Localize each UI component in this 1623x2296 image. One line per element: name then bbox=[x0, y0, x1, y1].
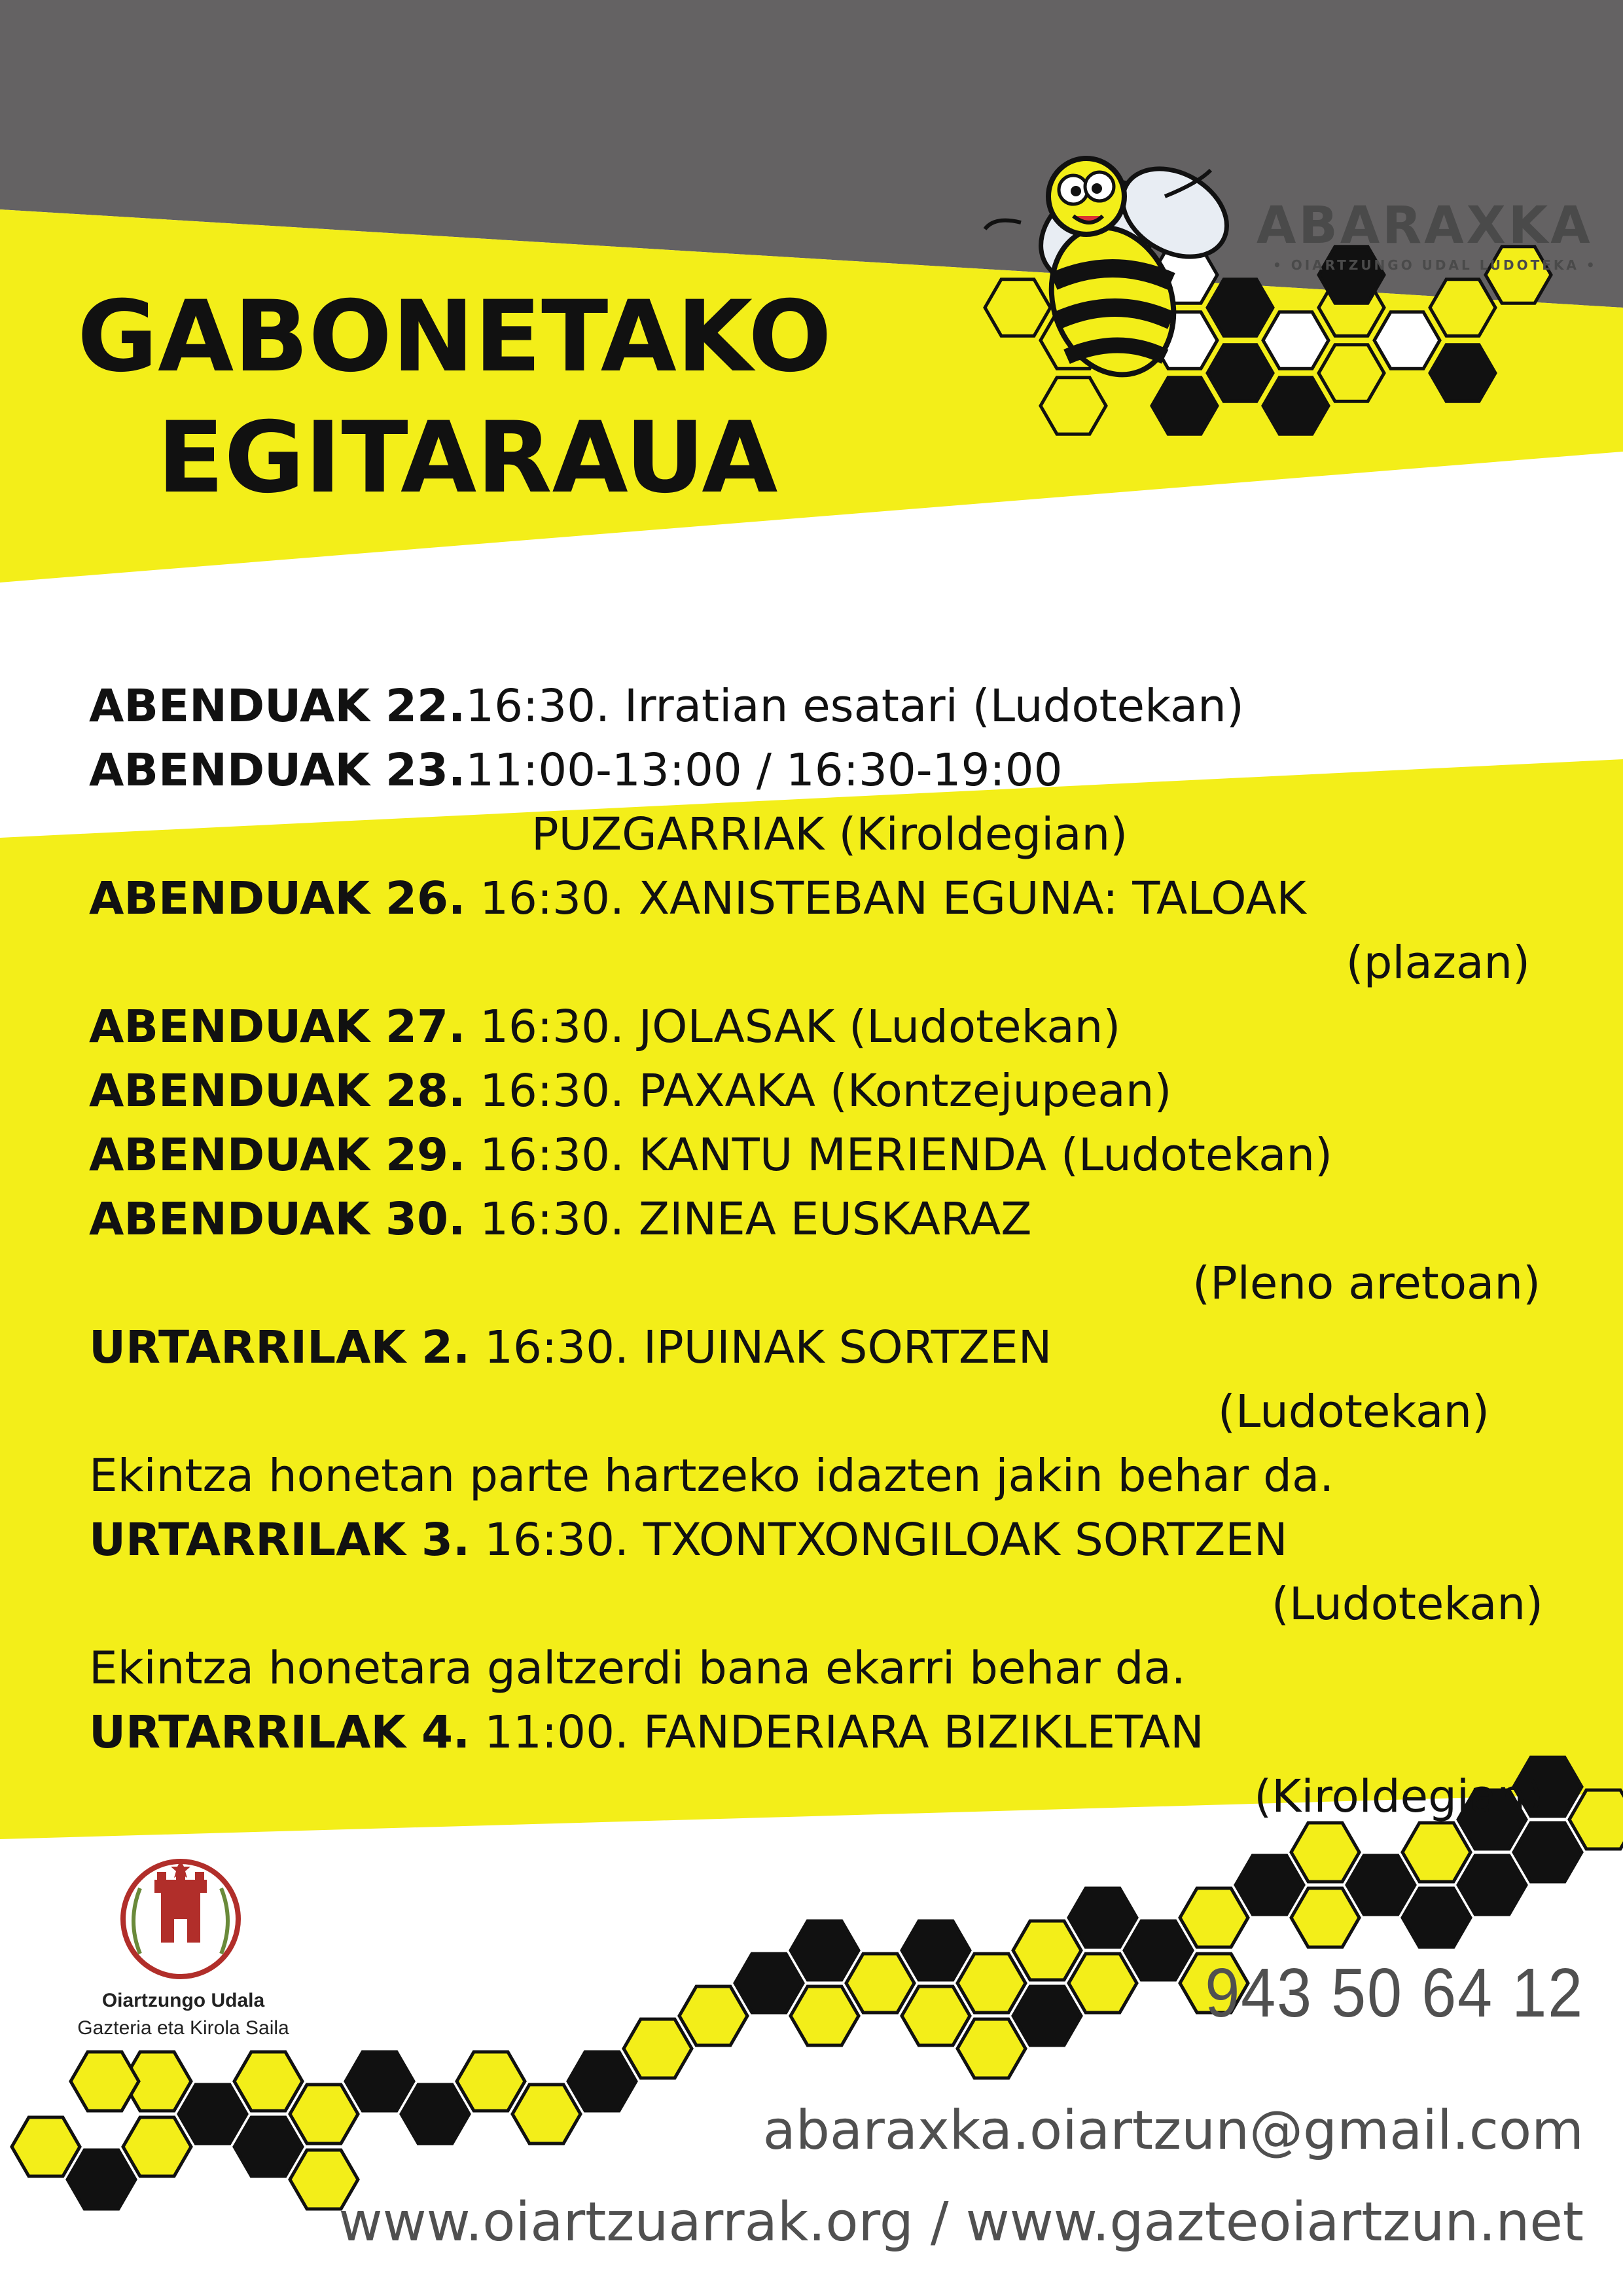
honeycomb-cell bbox=[1152, 378, 1217, 435]
honeycomb-cell bbox=[67, 2150, 135, 2209]
program-row bbox=[89, 867, 1543, 931]
honeycomb-cell bbox=[12, 2117, 80, 2176]
program-row bbox=[89, 1059, 1543, 1123]
honeycomb-cell bbox=[846, 1954, 914, 2013]
program-text: Ekintza honetara galtzerdi bana ekarri behar da. bbox=[89, 1642, 1186, 1695]
program-text: Ekintza honetan parte hartzeko idazten jakin behar da. bbox=[89, 1450, 1334, 1502]
honeycomb-cell bbox=[1013, 1921, 1081, 1980]
honeycomb-cell bbox=[1458, 1856, 1526, 1914]
honeycomb-cell bbox=[1402, 1823, 1471, 1882]
honeycomb-cell bbox=[512, 2085, 580, 2144]
program-date: URTARRILAK 2. bbox=[89, 1321, 471, 1374]
honeycomb-cell bbox=[1180, 1888, 1248, 1947]
honeycomb-cell bbox=[568, 2052, 636, 2111]
program-date: ABENDUAK 23. bbox=[89, 744, 466, 797]
program-text: 16:30. KANTU MERIENDA (Ludotekan) bbox=[465, 1129, 1333, 1181]
honeycomb-cell bbox=[735, 1954, 803, 2013]
email-address[interactable]: abaraxka.oiartzun@gmail.com bbox=[762, 2100, 1584, 2162]
honeycomb-cell bbox=[1013, 1986, 1081, 2045]
program-text: 16:30. JOLASAK (Ludotekan) bbox=[465, 1001, 1121, 1053]
program-row bbox=[89, 1123, 1543, 1187]
honeycomb-cell bbox=[902, 1986, 970, 2045]
honeycomb-cell bbox=[1430, 345, 1495, 402]
honeycomb-cell bbox=[679, 1986, 747, 2045]
program-text: (Pleno aretoan) bbox=[1192, 1257, 1541, 1310]
honeycomb-cell bbox=[1514, 1823, 1582, 1882]
program-date: ABENDUAK 26. bbox=[89, 872, 466, 925]
honeycomb-cell bbox=[1347, 1856, 1415, 1914]
program-text: 16:30. ZINEA EUSKARAZ bbox=[465, 1193, 1032, 1246]
program-row bbox=[89, 1636, 1543, 1700]
program-list bbox=[89, 674, 1543, 1829]
honeycomb-cell bbox=[71, 2052, 139, 2111]
title-line-1: GABONETAKO bbox=[77, 280, 832, 394]
program-text: 16:30. Irratian esatari (Ludotekan) bbox=[465, 680, 1244, 732]
program-row bbox=[89, 995, 1543, 1059]
honeycomb-cell bbox=[123, 2117, 191, 2176]
honeycomb-cell bbox=[1291, 1823, 1359, 1882]
program-text: (plazan) bbox=[1346, 937, 1530, 989]
program-row bbox=[89, 931, 1530, 995]
program-date: ABENDUAK 28. bbox=[89, 1065, 466, 1117]
honeycomb-cell bbox=[1430, 279, 1495, 336]
program-text: (Ludotekan) bbox=[1271, 1578, 1543, 1630]
website-links[interactable]: www.oiartzuarrak.org / www.gazteoiartzun.net bbox=[338, 2191, 1584, 2253]
honeycomb-cell bbox=[179, 2085, 247, 2144]
program-row bbox=[89, 738, 1543, 802]
program-row bbox=[89, 1187, 1543, 1251]
phone-number: 943 50 64 12 bbox=[1205, 1954, 1584, 2032]
honeycomb-cell bbox=[1069, 1954, 1137, 2013]
program-row bbox=[89, 1380, 1489, 1444]
honeycomb-cell bbox=[1319, 345, 1384, 402]
honeycomb-cell bbox=[457, 2052, 525, 2111]
honeycomb-cell bbox=[1069, 1888, 1137, 1947]
honeycomb-cell bbox=[791, 1921, 859, 1980]
program-row bbox=[89, 1444, 1543, 1508]
program-text: (Ludotekan) bbox=[1217, 1386, 1489, 1438]
honeycomb-cell bbox=[234, 2052, 302, 2111]
honeycomb-cell bbox=[957, 1954, 1026, 2013]
honeycomb-cell bbox=[957, 2019, 1026, 2078]
logo-subtitle: • OIARTZUNGO UDAL LUDOTEKA • bbox=[1273, 257, 1597, 273]
honeycomb-cell bbox=[1263, 312, 1329, 369]
program-date: ABENDUAK 30. bbox=[89, 1193, 466, 1246]
title-line-2: EGITARAUA bbox=[157, 401, 778, 515]
honeycomb-cell bbox=[902, 1921, 970, 1980]
program-text: 11:00-13:00 / 16:30-19:00 bbox=[465, 744, 1063, 797]
program-text: (Kiroldegian) bbox=[1254, 1770, 1543, 1823]
honeycomb-cell bbox=[1124, 1921, 1192, 1980]
honeycomb-cell bbox=[1207, 345, 1273, 402]
program-date: URTARRILAK 3. bbox=[89, 1514, 471, 1566]
honeycomb-cell bbox=[1263, 378, 1329, 435]
program-date: ABENDUAK 27. bbox=[89, 1001, 466, 1053]
program-date: ABENDUAK 29. bbox=[89, 1129, 466, 1181]
program-text: 11:00. FANDERIARA BIZIKLETAN bbox=[470, 1706, 1204, 1759]
honeycomb-cell bbox=[1236, 1856, 1304, 1914]
tower-seal-icon bbox=[123, 1860, 238, 1977]
honeycomb-cell bbox=[1374, 312, 1440, 369]
program-text: 16:30. IPUINAK SORTZEN bbox=[470, 1321, 1052, 1374]
honeycomb-cell bbox=[624, 2019, 692, 2078]
program-text: PUZGARRIAK (Kiroldegian) bbox=[531, 808, 1128, 861]
honeycomb-cell bbox=[1402, 1888, 1471, 1947]
honeycomb-cell bbox=[1041, 378, 1106, 435]
program-row bbox=[89, 1765, 1543, 1829]
honeycomb-cell bbox=[1207, 279, 1273, 336]
program-row bbox=[89, 802, 1543, 867]
honeycomb-cell bbox=[985, 279, 1050, 336]
honeycomb-cell bbox=[1291, 1888, 1359, 1947]
municipality-dept: Gazteria eta Kirola Saila bbox=[77, 2017, 289, 2039]
program-date: URTARRILAK 4. bbox=[89, 1706, 471, 1759]
municipality-name: Oiartzungo Udala bbox=[101, 1990, 265, 2011]
program-row bbox=[89, 1251, 1541, 1316]
program-row bbox=[89, 674, 1543, 738]
honeycomb-cell bbox=[290, 2085, 358, 2144]
program-text: 16:30. TXONTXONGILOAK SORTZEN bbox=[470, 1514, 1288, 1566]
honeycomb-cell bbox=[791, 1986, 859, 2045]
program-text: 16:30. XANISTEBAN EGUNA: TALOAK bbox=[465, 872, 1306, 925]
honeycomb-cell bbox=[234, 2117, 302, 2176]
program-text: 16:30. PAXAKA (Kontzejupean) bbox=[465, 1065, 1172, 1117]
logo-brand: ABARAXKA bbox=[1257, 196, 1593, 255]
program-date: ABENDUAK 22. bbox=[89, 680, 466, 732]
program-row bbox=[89, 1316, 1543, 1380]
honeycomb-cell bbox=[401, 2085, 469, 2144]
honeycomb-cell bbox=[346, 2052, 414, 2111]
program-row bbox=[89, 1572, 1543, 1636]
program-row bbox=[89, 1700, 1543, 1765]
program-row bbox=[89, 1508, 1543, 1572]
